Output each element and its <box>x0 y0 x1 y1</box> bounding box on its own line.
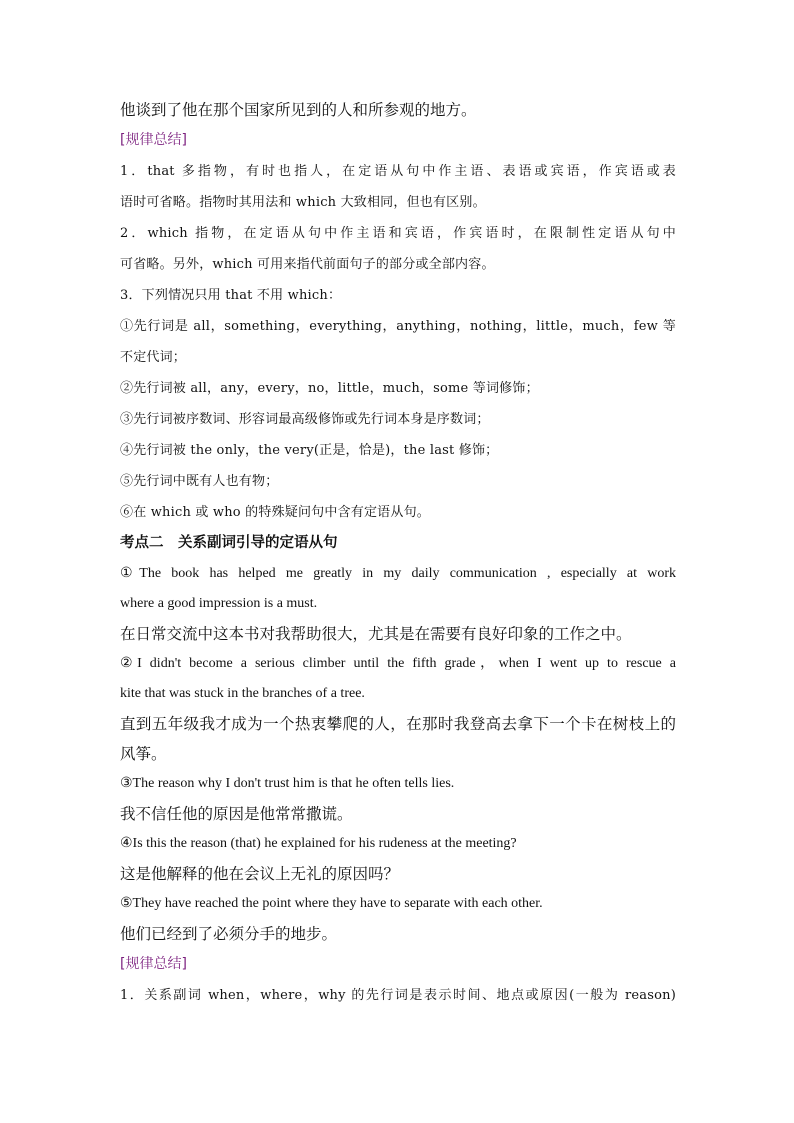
example-2-cn-line-2: 风筝。 <box>120 745 167 763</box>
case-4: ④先行词被 the only，the very(正是，恰是)，the last 修饰； <box>120 443 499 458</box>
section-2-heading: 考点二 关系副词引导的定语从句 <box>120 535 338 551</box>
case-3: ③先行词被序数词、形容词最高级修饰或先行词本身是序数词； <box>120 412 490 427</box>
example-3-en: ③The reason why I don't trust him is that he often tells lies. <box>120 776 455 791</box>
rule-2-line-2: 可省略。另外，which 可用来指代前面句子的部分或全部内容。 <box>120 257 495 272</box>
example-1-en-line-2: where a good impression is a must. <box>120 596 318 611</box>
document-page <box>120 95 676 1011</box>
case-6: ⑥在 which 或 who 的特殊疑问句中含有定语从句。 <box>120 505 430 520</box>
rule-3-title: 3．下列情况只用 that 不用 which： <box>120 288 342 303</box>
case-1-line-1: ①先行词是 all，something，everything，anything，nothing，little，much，few 等 <box>120 319 676 334</box>
relative-adverb-rule-line-1: 1．关系副词 when，where，why 的先行词是表示时间、地点或原因(一般为 reason) <box>120 988 676 1003</box>
example-5-cn: 他们已经到了必须分手的地步。 <box>120 925 338 943</box>
case-1-line-2: 不定代词； <box>120 350 187 365</box>
rule-2-line-1: 2．which 指物，在定语从句中作主语和宾语，作宾语时，在限制性定语从句中 <box>120 226 676 241</box>
example-2-cn-line-1: 直到五年级我才成为一个热衷攀爬的人，在那时我登高去拿下一个卡在树枝上的 <box>120 715 676 733</box>
example-4-cn: 这是他解释的他在会议上无礼的原因吗？ <box>120 865 400 883</box>
example-1-en-line-1: ①The book has helped me greatly in my daily communication , especially at work <box>120 566 676 581</box>
case-5: ⑤先行词中既有人也有物； <box>120 474 279 489</box>
rule-1-line-1: 1．that 多指物，有时也指人，在定语从句中作主语、表语或宾语，作宾语或表 <box>120 164 676 179</box>
example-3-cn: 我不信任他的原因是他常常撒谎。 <box>120 805 353 823</box>
rule-1-line-2: 语时可省略。指物时其用法和 which 大致相同，但也有区别。 <box>120 195 486 210</box>
summary-tag: [规律总结] <box>120 956 187 972</box>
example-4-en: ④Is this the reason (that) he explained for his rudeness at the meeting? <box>120 836 517 851</box>
example-2-en-line-2: kite that was stuck in the branches of a tree. <box>120 686 365 701</box>
example-2-en-line-1: ②I didn't become a serious climber until the fifth grade，when I went up to rescue a <box>120 656 676 671</box>
example-5-en: ⑤They have reached the point where they have to separate with each other. <box>120 896 543 911</box>
example-1-cn: 在日常交流中这本书对我帮助很大，尤其是在需要有良好印象的工作之中。 <box>120 625 632 643</box>
summary-tag: [规律总结] <box>120 132 187 148</box>
case-2: ②先行词被 all，any，every，no，little，much，some 等词修饰； <box>120 381 539 396</box>
intro-translation: 他谈到了他在那个国家所见到的人和所参观的地方。 <box>120 101 477 119</box>
